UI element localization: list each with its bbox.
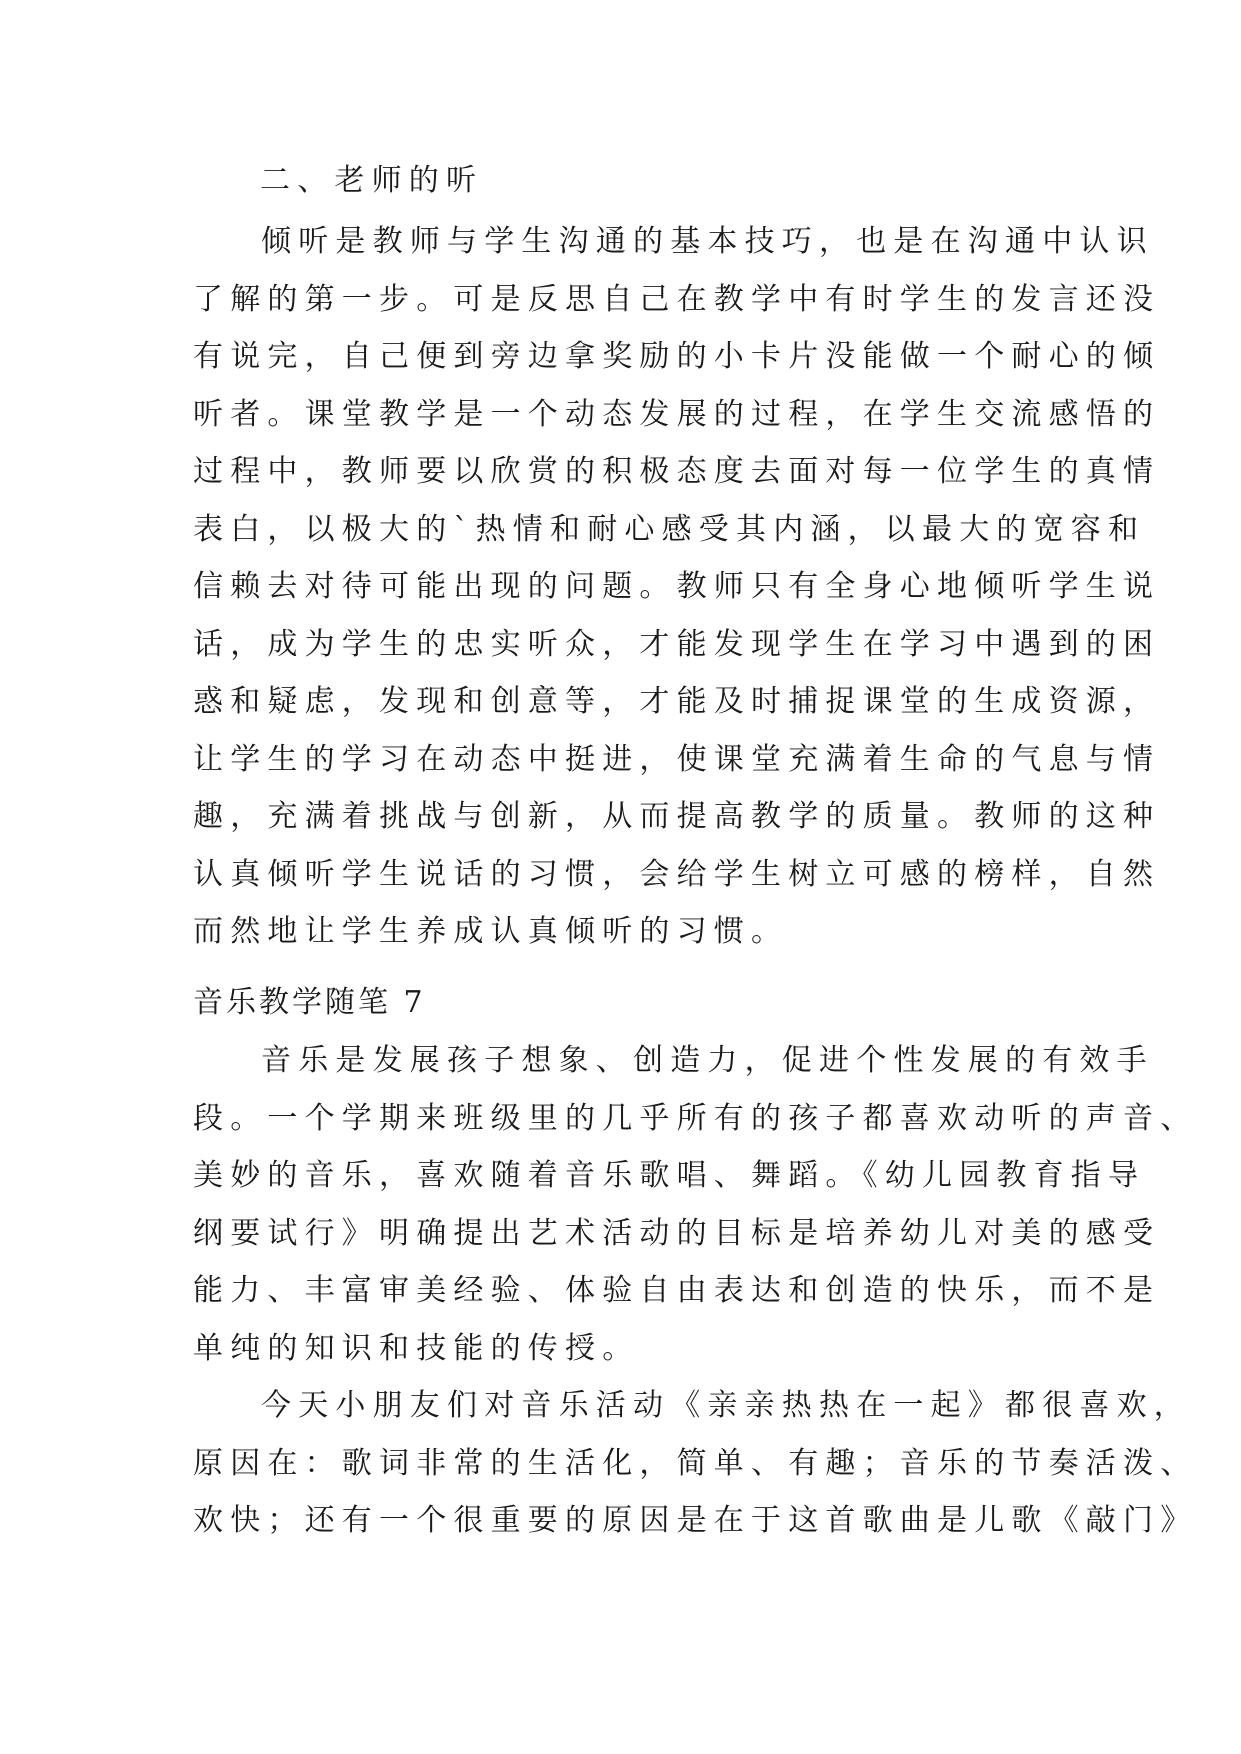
paragraph-line: 美妙的音乐，喜欢随着音乐歌唱、舞蹈。《幼儿园教育指导: [193, 1158, 1146, 1193]
paragraph-line: 话，成为学生的忠实听众，才能发现学生在学习中遇到的困: [193, 626, 1161, 662]
paragraph-teacher-listening: [193, 213, 1161, 961]
paragraph-line: 能力、丰富审美经验、体验自由表达和创造的快乐，而不是: [193, 1273, 1161, 1308]
paragraph-line: 表白，以极大的`热情和耐心感受其内涵，以最大的宽容和: [193, 511, 1146, 547]
section-heading: 二、老师的听: [260, 163, 484, 198]
paragraph-line: 趣，充满着挑战与创新，从而提高教学的质量。教师的这种: [193, 799, 1161, 834]
paragraph-line: 有说完，自己便到旁边拿奖励的小卡片没能做一个耐心的倾: [193, 339, 1161, 374]
paragraph-line: 欢快；还有一个很重要的原因是在于这首歌曲是儿歌《敲门》: [193, 1503, 1198, 1538]
paragraph-music-activity: [193, 1377, 1198, 1550]
paragraph-line: 今天小朋友们对音乐活动《亲亲热热在一起》都很喜欢，: [261, 1388, 1191, 1423]
paragraph-line: 信赖去对待可能出现的问题。教师只有全身心地倾听学生说: [193, 569, 1161, 604]
paragraph-line: 纲要试行》明确提出艺术活动的目标是培养幼儿对美的感受: [193, 1215, 1161, 1251]
paragraph-line: 让学生的学习在动态中挺进，使课堂充满着生命的气息与情: [193, 741, 1161, 777]
paragraph-line: 而然地让学生养成认真倾听的习惯。: [193, 914, 789, 949]
paragraph-line: 过程中，教师要以欣赏的积极态度去面对每一位学生的真情: [193, 454, 1161, 489]
paragraph-line: 倾听是教师与学生沟通的基本技巧，也是在沟通中认识: [261, 224, 1154, 259]
paragraph-line: 认真倾听学生说话的习惯，会给学生树立可感的榜样，自然: [193, 856, 1161, 892]
paragraph-line: 段。一个学期来班级里的几乎所有的孩子都喜欢动听的声音、: [193, 1100, 1198, 1136]
paragraph-line: 惑和疑虑，发现和创意等，才能及时捕捉课堂的生成资源，: [193, 684, 1161, 719]
essay-title: 音乐教学随笔 7: [193, 985, 426, 1020]
paragraph-line: 了解的第一步。可是反思自己在教学中有时学生的发言还没: [193, 281, 1161, 317]
paragraph-line: 单纯的知识和技能的传授。: [193, 1330, 640, 1366]
paragraph-line: 音乐是发展孩子想象、创造力，促进个性发展的有效手: [261, 1043, 1154, 1078]
paragraph-line: 听者。课堂教学是一个动态发展的过程，在学生交流感悟的: [193, 396, 1161, 432]
paragraph-line: 原因在：歌词非常的生活化，简单、有趣；音乐的节奏活泼、: [193, 1445, 1198, 1481]
paragraph-music-development: [193, 1032, 1198, 1377]
